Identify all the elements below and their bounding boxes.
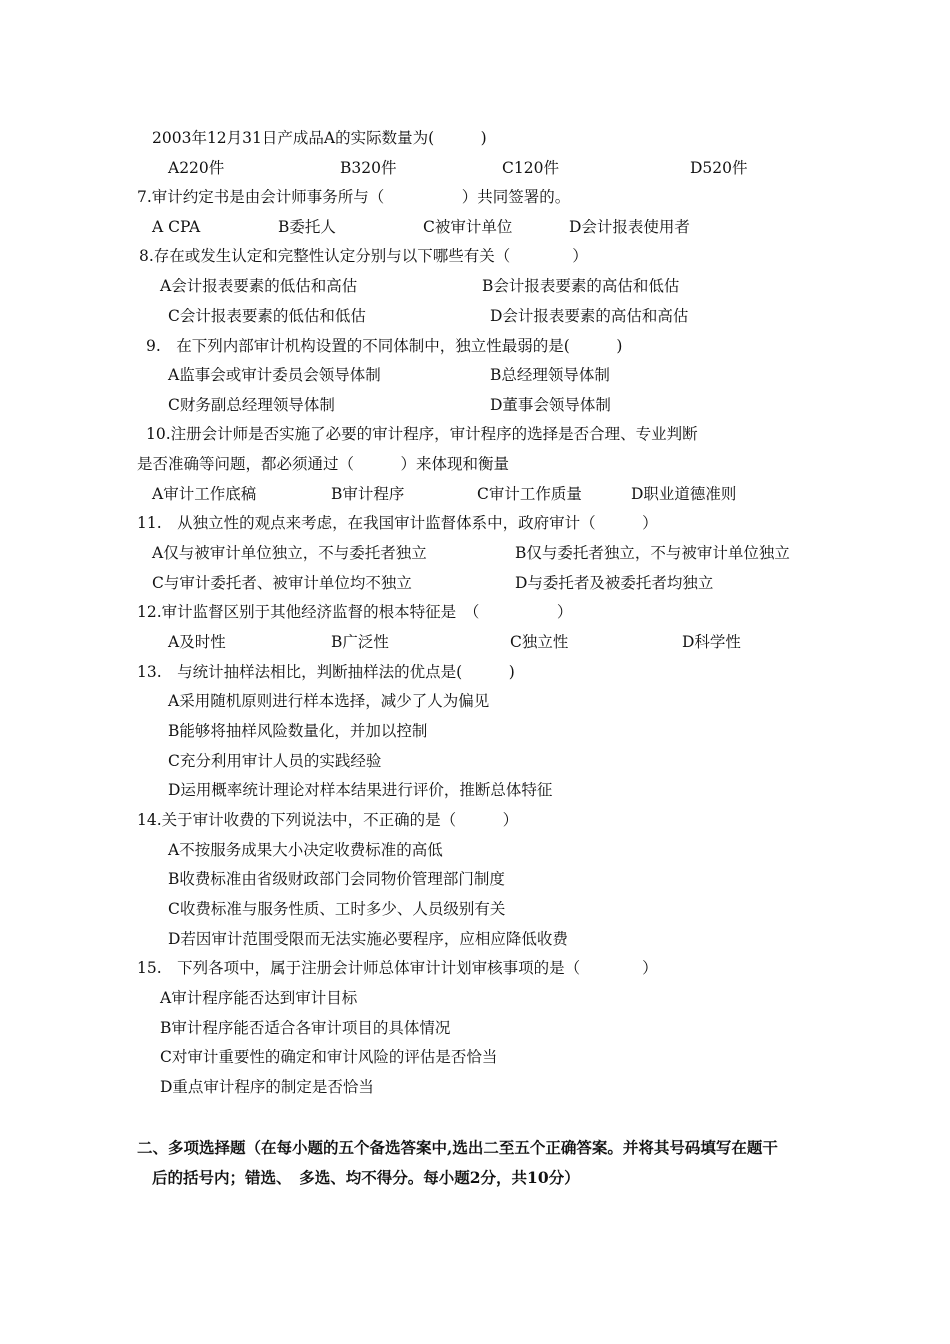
q15-option-b: B审计程序能否适合各审计项目的具体情况 xyxy=(160,1019,451,1037)
q9-option-d: D董事会领导体制 xyxy=(490,396,611,414)
q11-stem: 11. 从独立性的观点来考虑，在我国审计监督体系中，政府审计（ ） xyxy=(137,514,658,532)
q7-option-d: D会计报表使用者 xyxy=(569,218,690,236)
q6-option-c: C120件 xyxy=(502,159,559,177)
q6-tail: 2003年12月31日产成品A的实际数量为( ) xyxy=(152,129,487,147)
q12-option-a: A及时性 xyxy=(168,633,226,651)
q7-option-a: A CPA xyxy=(152,218,201,236)
q15-option-a: A审计程序能否达到审计目标 xyxy=(160,989,358,1007)
q10-stem-line1: 10.注册会计师是否实施了必要的审计程序，审计程序的选择是否合理、专业判断 xyxy=(146,425,698,443)
q9-option-a: A监事会或审计委员会领导体制 xyxy=(168,366,381,384)
q14-option-b: B收费标准由省级财政部门会同物价管理部门制度 xyxy=(168,870,505,888)
q14-stem: 14.关于审计收费的下列说法中，不正确的是（ ） xyxy=(137,811,519,829)
q11-option-d: D与委托者及被委托者均独立 xyxy=(515,574,714,592)
q9-option-b: B总经理领导体制 xyxy=(490,366,610,384)
q11-option-c: C与审计委托者、被审计单位均不独立 xyxy=(152,574,412,592)
section-2-heading-line1: 二、多项选择题（在每小题的五个备选答案中,选出二至五个正确答案。并将其号码填写在题干 xyxy=(137,1138,778,1157)
q13-stem: 13. 与统计抽样法相比，判断抽样法的优点是( ) xyxy=(137,663,515,681)
q8-option-b: B会计报表要素的高估和低估 xyxy=(482,277,680,295)
q12-option-d: D科学性 xyxy=(682,633,741,651)
q14-option-a: A不按服务成果大小决定收费标准的高低 xyxy=(168,841,443,859)
q12-option-b: B广泛性 xyxy=(331,633,389,651)
q13-option-b: B能够将抽样风险数量化，并加以控制 xyxy=(168,722,428,740)
q15-option-d: D重点审计程序的制定是否恰当 xyxy=(160,1078,374,1096)
q9-option-c: C财务副总经理领导体制 xyxy=(168,396,335,414)
q13-option-d: D运用概率统计理论对样本结果进行评价，推断总体特征 xyxy=(168,781,553,799)
q8-option-d: D会计报表要素的高估和高估 xyxy=(490,307,689,325)
q7-option-b: B委托人 xyxy=(278,218,336,236)
q9-stem: 9. 在下列内部审计机构设置的不同体制中，独立性最弱的是( ) xyxy=(146,337,623,355)
q15-stem: 15. 下列各项中，属于注册会计师总体审计计划审核事项的是（ ） xyxy=(137,959,658,977)
q7-option-c: C被审计单位 xyxy=(423,218,513,236)
q15-option-c: C对审计重要性的确定和审计风险的评估是否恰当 xyxy=(160,1048,498,1066)
q14-option-c: C收费标准与服务性质、工时多少、人员级别有关 xyxy=(168,900,506,918)
section-2-heading-line2: 后的括号内；错选、 多选、均不得分。每小题2分，共10分） xyxy=(152,1168,580,1187)
q7-stem: 7.审计约定书是由会计师事务所与（ ）共同签署的。 xyxy=(137,188,571,206)
q10-option-b: B审计程序 xyxy=(331,485,405,503)
q11-option-b: B仅与委托者独立，不与被审计单位独立 xyxy=(515,544,790,562)
q8-stem: 8.存在或发生认定和完整性认定分别与以下哪些有关（ ） xyxy=(139,247,588,265)
q6-option-a: A220件 xyxy=(168,159,225,177)
q12-stem: 12.审计监督区别于其他经济监督的根本特征是 （ ） xyxy=(137,603,573,621)
q11-option-a: A仅与被审计单位独立，不与委托者独立 xyxy=(152,544,427,562)
q10-option-c: C审计工作质量 xyxy=(477,485,582,503)
q13-option-a: A采用随机原则进行样本选择，减少了人为偏见 xyxy=(168,692,490,710)
q6-option-b: B320件 xyxy=(340,159,397,177)
q6-option-d: D520件 xyxy=(690,159,748,177)
q10-option-d: D职业道德准则 xyxy=(631,485,737,503)
q8-option-c: C会计报表要素的低估和低估 xyxy=(168,307,366,325)
q10-stem-line2: 是否准确等问题，都必须通过（ ）来体现和衡量 xyxy=(137,455,510,473)
q12-option-c: C独立性 xyxy=(510,633,569,651)
q14-option-d: D若因审计范围受限而无法实施必要程序，应相应降低收费 xyxy=(168,930,568,948)
q8-option-a: A会计报表要素的低估和高估 xyxy=(160,277,358,295)
q13-option-c: C充分利用审计人员的实践经验 xyxy=(168,752,382,770)
q10-option-a: A审计工作底稿 xyxy=(152,485,257,503)
